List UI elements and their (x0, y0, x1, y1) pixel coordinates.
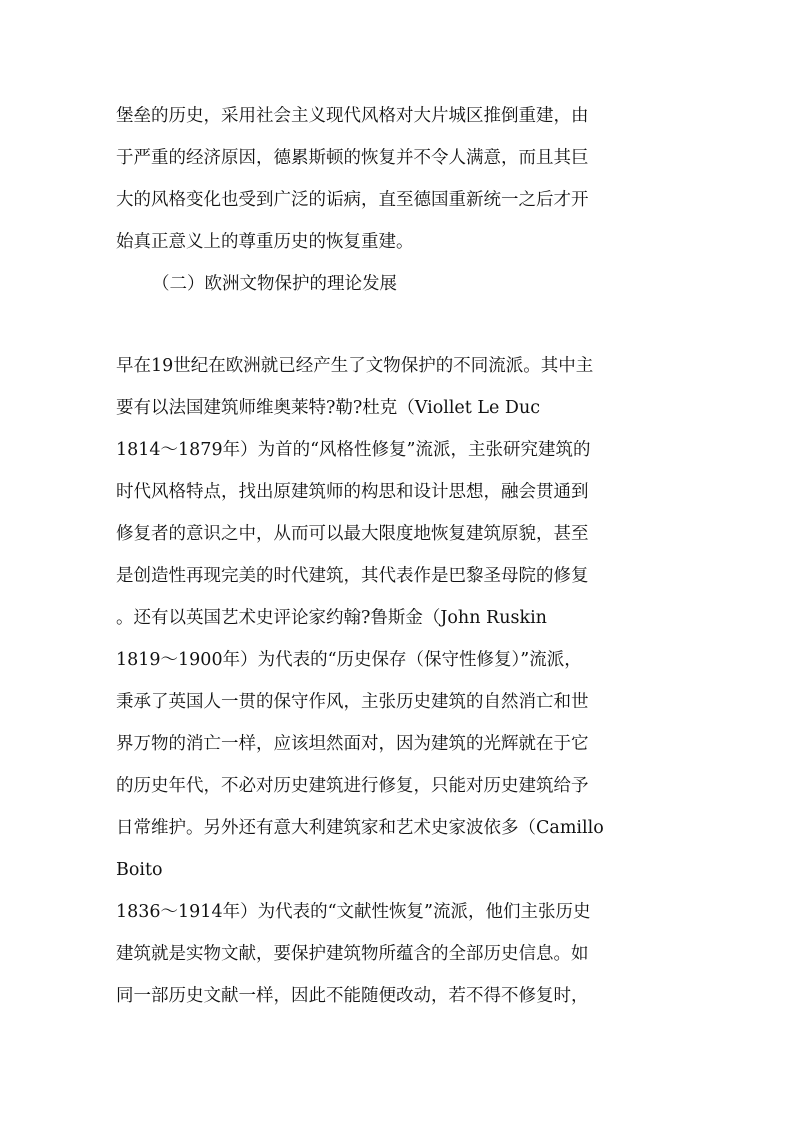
text-line: 日常维护。另外还有意大利建筑家和艺术史家波依多（Camillo (116, 818, 604, 838)
text-line: 堡垒的历史，采用社会主义现代风格对大片城区推倒重建，由 (116, 106, 589, 126)
text-line: 是创造性再现完美的时代建筑，其代表作是巴黎圣母院的修复 (116, 566, 589, 586)
text-line: 于严重的经济原因，德累斯顿的恢复并不令人满意，而且其巨 (116, 148, 589, 168)
text-line: 1836～1914年）为代表的“文献性恢复”流派，他们主张历史 (116, 902, 591, 922)
text-line: 1814～1879年）为首的“风格性修复”流派，主张研究建筑的 (116, 440, 591, 460)
text-line: 时代风格特点，找出原建筑师的构思和设计思想，融会贯通到 (116, 482, 589, 502)
text-line: 修复者的意识之中，从而可以最大限度地恢复建筑原貌，甚至 (116, 524, 589, 544)
text-line: 秉承了英国人一贯的保守作风，主张历史建筑的自然消亡和世 (116, 692, 589, 712)
text-line: 大的风格变化也受到广泛的诟病，直至德国重新统一之后才开 (116, 190, 589, 210)
text-line: 同一部历史文献一样，因此不能随便改动，若不得不修复时， (116, 986, 589, 1006)
section-heading: （二）欧洲文物保护的理论发展 (152, 274, 397, 294)
text-line: 要有以法国建筑师维奥莱特?勒?杜克（Viollet Le Duc (116, 398, 541, 418)
text-line: 始真正意义上的尊重历史的恢复重建。 (116, 232, 414, 252)
text-line: 早在19世纪在欧洲就已经产生了文物保护的不同流派。其中主 (116, 356, 594, 376)
text-line: 建筑就是实物文献，要保护建筑物所蕴含的全部历史信息。如 (116, 944, 589, 964)
text-line: Boito (116, 860, 163, 880)
text-line: 界万物的消亡一样，应该坦然面对，因为建筑的光辉就在于它 (116, 734, 589, 754)
text-line: 。还有以英国艺术史评论家约翰?鲁斯金（John Ruskin (116, 608, 547, 628)
text-line: 1819～1900年）为代表的“历史保存（保守性修复）”流派， (116, 650, 582, 670)
text-line: 的历史年代，不必对历史建筑进行修复，只能对历史建筑给予 (116, 776, 589, 796)
